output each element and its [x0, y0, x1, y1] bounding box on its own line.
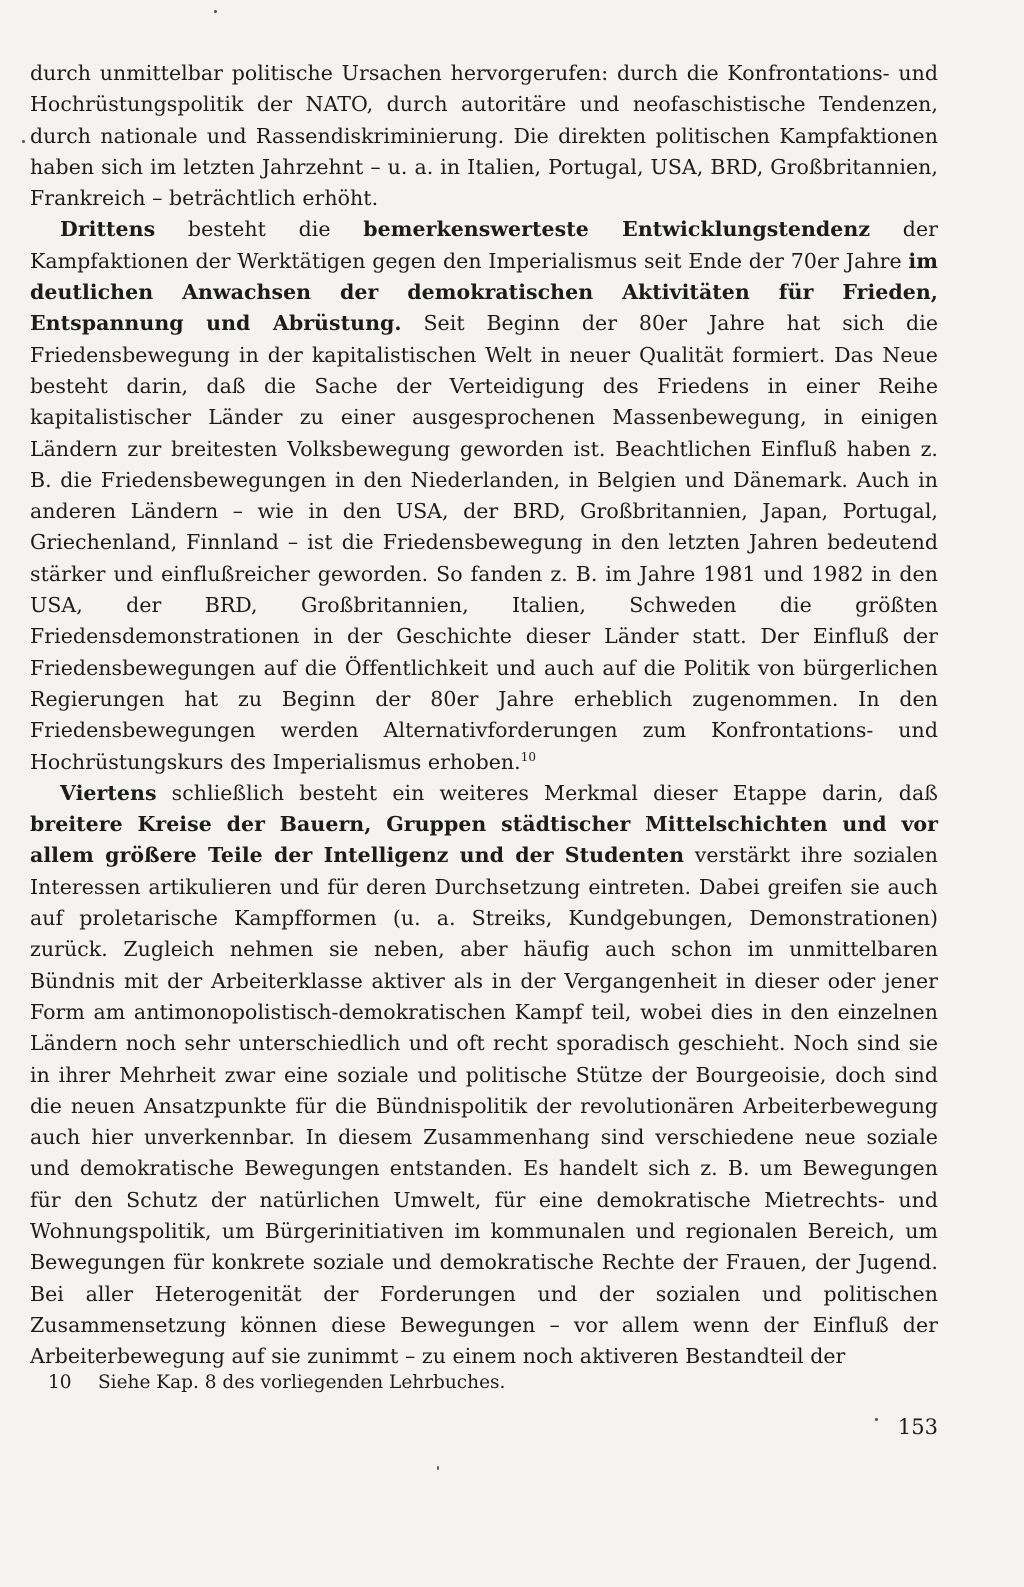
- text-segment: schließlich besteht ein weiteres Merkmal dieser Etappe darin, daß: [156, 780, 938, 805]
- footnote-reference: 10: [520, 749, 537, 764]
- footnote-text: Siehe Kap. 8 des vorliegenden Lehrbuches.: [98, 1372, 506, 1393]
- footnote-number: 10: [48, 1372, 72, 1393]
- document-page: [30, 58, 938, 1538]
- bold-text: bemerkenswerteste Entwicklungstendenz: [363, 217, 871, 242]
- paragraph: [30, 778, 938, 1373]
- text-segment: durch unmittelbar politische Ursachen hervorgerufen: durch die Konfrontations- und Hochrüstungspolitik der NATO, durch autoritäre und neofaschistische Tendenzen, durch nationale und Rassendiskriminierung. Die direkten politischen Kampfaktionen haben sich im letzten Jahrzehnt – u. a. in Italien, Portugal, USA, BRD, Großbritannien, Frankreich – beträchtlich erhöht.: [30, 61, 938, 211]
- paragraph: [30, 58, 938, 214]
- scan-speck: [214, 10, 217, 13]
- scan-speck: [875, 1418, 878, 1421]
- bold-text: im deutlichen Anwachsen der demokratischen Aktivitäten für Frieden, Entspannung und Abrüstung.: [30, 248, 938, 336]
- bold-text: breitere Kreise der Bauern, Gruppen städtischer Mittelschichten und vor allem größere Teile der Intelligenz und der Studenten: [30, 812, 938, 868]
- bold-text: Viertens: [60, 780, 157, 805]
- body-text: [30, 58, 938, 1372]
- text-segment: der Kampfaktionen der Werktätigen gegen den Imperialismus seit Ende der 70er Jahre: [30, 217, 938, 273]
- scan-speck: [437, 1466, 439, 1470]
- text-segment: besteht die: [155, 217, 364, 242]
- bold-text: Drittens: [60, 217, 156, 242]
- paragraph: [30, 214, 938, 777]
- scan-speck: [22, 140, 25, 143]
- text-segment: Seit Beginn der 80er Jahre hat sich die Friedensbewegung in der kapitalistischen Welt in neuer Qualität formiert. Das Neue besteht darin, daß die Sache der Verteidigung des Friedens in einer Reihe kapitalistischer Länder zu einer ausgesprochenen Massenbewegung, in einigen Ländern zur breitesten Volksbewegung geworden ist. Beachtlichen Einfluß haben z. B. die Friedensbewegungen in den Niederlanden, in Belgien und Dänemark. Auch in anderen Ländern – wie in den USA, der BRD, Großbritannien, Japan, Portugal, Griechenland, Finnland – ist die Friedensbewegung in den letzten Jahren bedeutend stärker und einflußreicher geworden. So fanden z. B. im Jahre 1981 und 1982 in den USA, der BRD, Großbritannien, Italien, Schweden die größten Friedensdemonstrationen in der Geschichte dieser Länder statt. Der Einfluß der Friedensbewegungen auf die Öffentlichkeit und auch auf die Politik von bürgerlichen Regierungen hat zu Beginn der 80er Jahre erheblich zugenommen. In den Friedensbewegungen werden Alternativforderungen zum Konfrontations- und Hochrüstungskurs des Imperialismus erhoben.: [30, 311, 939, 774]
- footnote: [48, 1370, 505, 1396]
- text-segment: verstärkt ihre sozialen Interessen artikulieren und für deren Durchsetzung eintreten. Dabei greifen sie auch auf proletarische Kampfformen (u. a. Streiks, Kundgebungen, Demonstrationen) zurück. Zugleich nehmen sie neben, aber häufig auch schon im unmittelbaren Bündnis mit der Arbeiterklasse aktiver als in der Vergangenheit in dieser oder jener Form am antimonopolistisch-demokratischen Kampf teil, wobei dies in den einzelnen Ländern noch sehr unterschiedlich und oft recht sporadisch geschieht. Noch sind sie in ihrer Mehrheit zwar eine soziale und politische Stütze der Bourgeoisie, doch sind die neuen Ansatzpunkte für die Bündnispolitik der revolutionären Arbeiterbewegung auch hier unverkennbar. In diesem Zusammenhang sind verschiedene neue soziale und demokratische Bewegungen entstanden. Es handelt sich z. B. um Bewegungen für den Schutz der natürlichen Umwelt, für eine demokratische Mietrechts- und Wohnungspolitik, um Bürgerinitiativen im kommunalen und regionalen Bereich, um Bewegungen für konkrete soziale und demokratische Rechte der Frauen, der Jugend. Bei aller Heterogenität der Forderungen und der sozialen und politischen Zusammensetzung können diese Bewegungen – vor allem wenn der Einfluß der Arbeiterbewegung auf sie zunimmt – zu einem noch aktiveren Bestandteil der: [30, 843, 938, 1369]
- page-number: 153: [897, 1415, 938, 1439]
